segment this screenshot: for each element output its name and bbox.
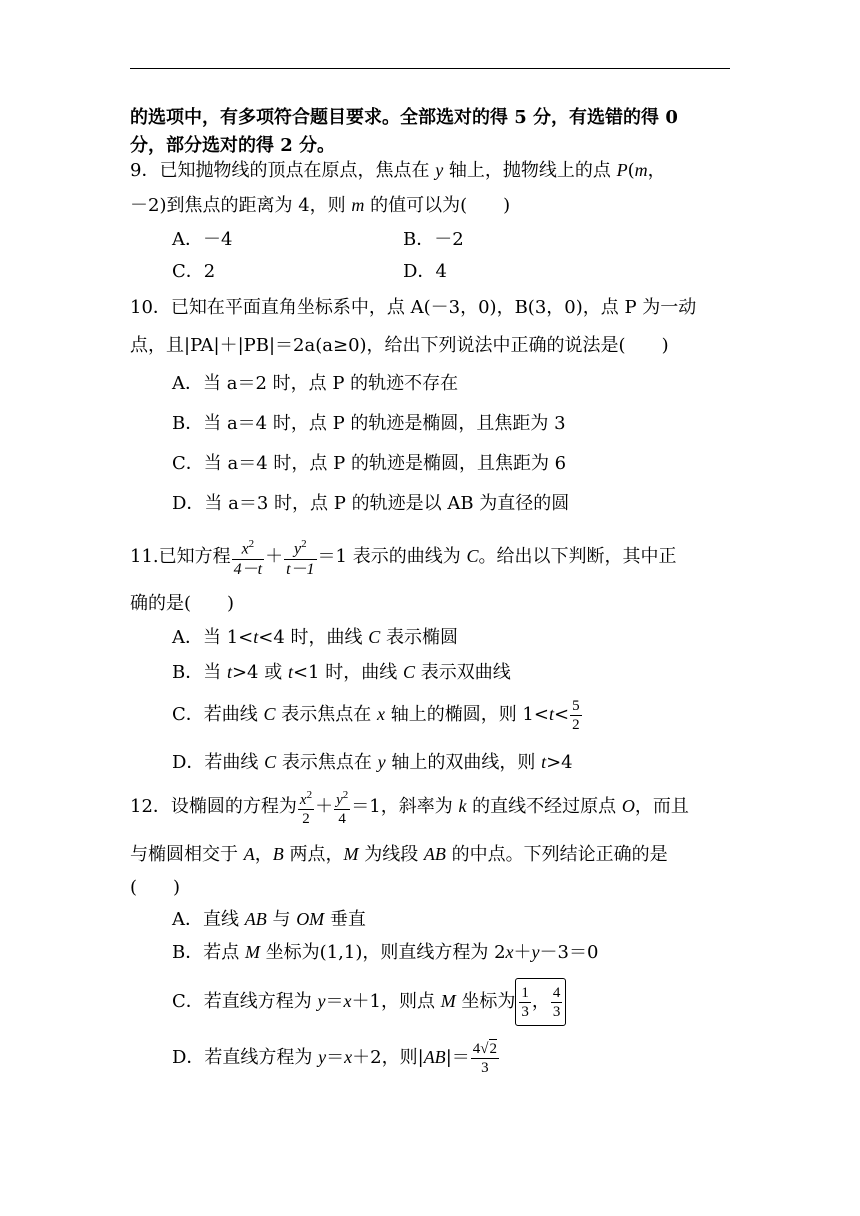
fraction-x2-over-4-minus-t: $\frac{x^2}{4-t}$ bbox=[232, 534, 264, 580]
question-9-line1: 9．已知抛物线的顶点在原点，焦点在 y 轴上，抛物线上的点 P(m， bbox=[130, 160, 666, 181]
question-12-line2: 与椭圆相交于 A，B 两点，M 为线段 AB 的中点。下列结论正确的是 bbox=[130, 844, 668, 865]
section-instructions-line1: 的选项中，有多项符合题目要求。全部选对的得 5 分，有选错的得 0 bbox=[130, 107, 678, 128]
question-9-line2: －2)到焦点的距离为 4，则 m 的值可以为( ) bbox=[130, 195, 511, 216]
question-12-option-a: A．直线 AB 与 OM 垂直 bbox=[172, 909, 366, 930]
header-rule bbox=[130, 68, 730, 69]
question-11-line1: 11.已知方程 $\frac{x^2}{4-t}$ ＋ $\frac{y^2}{t-1}$ ＝1 表示的曲线为 C。给出以下判断，其中正 bbox=[130, 534, 676, 580]
question-12-line3: ( ) bbox=[130, 877, 181, 898]
question-9-option-a: A．－4 bbox=[172, 229, 233, 250]
question-10-option-a: A．当 a＝2 时，点 P 的轨迹不存在 bbox=[172, 373, 459, 394]
fraction-y2-over-t-minus-1: $\frac{y^2}{t-1}$ bbox=[284, 534, 316, 580]
fraction-x2-over-2: $\frac{x^2}{2}$ bbox=[298, 786, 314, 828]
question-10-option-b: B．当 a＝4 时，点 P 的轨迹是椭圆，且焦距为 3 bbox=[172, 413, 566, 434]
question-9-option-c: C．2 bbox=[172, 261, 216, 282]
fraction-4sqrt2-over-3: $\frac{4√2}{3}$ bbox=[472, 1041, 497, 1076]
question-11-option-c: C．若曲线 C 表示焦点在 x 轴上的椭圆，则 1<t< $\frac{5}{2}$ bbox=[172, 697, 580, 733]
question-10-option-d: D．当 a＝3 时，点 P 的轨迹是以 AB 为直径的圆 bbox=[172, 493, 570, 514]
question-11-line2: 确的是( ) bbox=[130, 593, 235, 614]
question-12-option-d: D．若直线方程为 y＝x＋2，则|AB|＝ $\frac{4√2}{3}$ bbox=[172, 1041, 497, 1076]
question-10-option-c: C．当 a＝4 时，点 P 的轨迹是椭圆，且焦距为 6 bbox=[172, 453, 567, 474]
question-12-line1: 12．设椭圆的方程为 $\frac{x^2}{2}$ ＋ $\frac{y^2}{4}$ ＝1，斜率为 k 的直线不经过原点 O，而且 bbox=[130, 786, 689, 828]
question-10-line2: 点，且|PA|＋|PB|＝2a(a≥0)，给出下列说法中正确的说法是( ) bbox=[130, 335, 669, 356]
fraction-y2-over-4: $\frac{y^2}{4}$ bbox=[334, 786, 350, 828]
fraction-5-over-2: $\frac{5}{2}$ bbox=[572, 697, 580, 733]
question-12-option-b: B．若点 M 坐标为(1,1)，则直线方程为 2x＋y－3＝0 bbox=[172, 942, 599, 963]
question-9-option-b: B．－2 bbox=[403, 229, 464, 250]
question-11-option-a: A．当 1<t<4 时，曲线 C 表示椭圆 bbox=[172, 627, 459, 648]
question-9-option-d: D．4 bbox=[403, 261, 447, 282]
question-11-option-b: B．当 t>4 或 t<1 时，曲线 C 表示双曲线 bbox=[172, 662, 511, 683]
question-11-option-d: D．若曲线 C 表示焦点在 y 轴上的双曲线，则 t>4 bbox=[172, 752, 573, 773]
coordinate-bracket: $\frac{1}{3}$ ， $\frac{4}{3}$ bbox=[515, 978, 566, 1026]
question-10-line1: 10．已知在平面直角坐标系中，点 A(－3，0)，B(3，0)，点 P 为一动 bbox=[130, 297, 697, 318]
sqrt-symbol: √ bbox=[480, 1041, 489, 1057]
fraction-1-over-3: $\frac{1}{3}$ bbox=[521, 984, 529, 1020]
section-instructions-line2: 分，部分选对的得 2 分。 bbox=[130, 135, 336, 156]
question-12-option-c: C．若直线方程为 y＝x＋1，则点 M 坐标为 $\frac{1}{3}$ ， $\frac{4}{3}$ bbox=[172, 978, 566, 1026]
fraction-4-over-3: $\frac{4}{3}$ bbox=[552, 984, 561, 1020]
